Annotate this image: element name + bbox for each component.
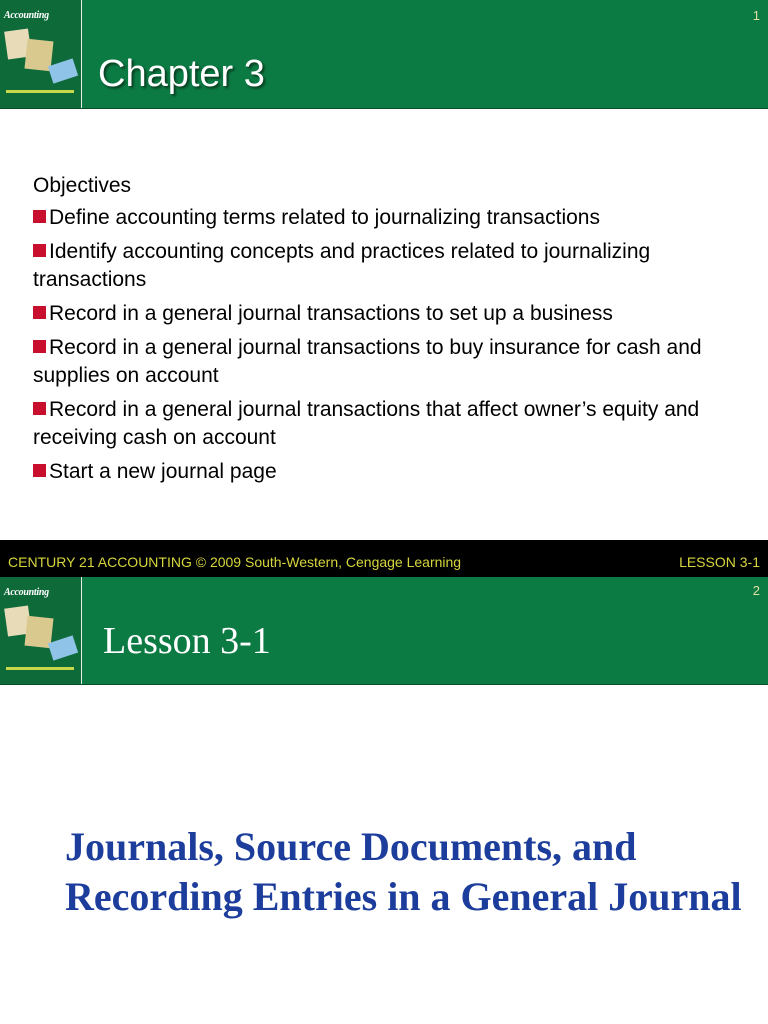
book-cover-thumbnail (0, 577, 82, 684)
thumbnail-title: Accounting (4, 587, 49, 598)
square-bullet-icon (33, 340, 46, 353)
footer-copyright: CENTURY 21 ACCOUNTING © 2009 South-Western, Cengage Learning (8, 554, 462, 570)
objective-item (33, 300, 743, 328)
slide1-header (0, 0, 768, 109)
objective-text: Identify accounting concepts and practices related to journalizing transactions (33, 240, 651, 291)
objective-text: Record in a general journal transactions that affect owner’s equity and receiving cash on account (33, 398, 700, 449)
square-bullet-icon (33, 464, 46, 477)
objective-text: Start a new journal page (49, 460, 277, 483)
calculator-graphic (48, 635, 78, 660)
calculator-graphic (48, 58, 78, 83)
book-cover-thumbnail (0, 0, 82, 108)
objective-item (33, 334, 743, 390)
objective-text: Define accounting terms related to journalizing transactions (49, 206, 600, 229)
square-bullet-icon (33, 306, 46, 319)
objective-item (33, 458, 743, 486)
thumbnail-title: Accounting (4, 10, 49, 21)
accent-line (6, 90, 74, 93)
footer-lesson: LESSON 3-1 (679, 554, 760, 570)
slide-footer (0, 540, 768, 577)
square-bullet-icon (33, 402, 46, 415)
objective-text: Record in a general journal transactions to buy insurance for cash and supplies on account (33, 336, 702, 387)
accent-line (6, 667, 74, 670)
objective-text: Record in a general journal transactions to set up a business (49, 302, 613, 325)
objectives-heading: Objectives (33, 174, 132, 197)
objective-item (33, 238, 743, 294)
square-bullet-icon (33, 210, 46, 223)
chapter-title: Chapter 3 (98, 53, 265, 95)
objective-item (33, 396, 743, 452)
lesson-title: Lesson 3-1 (103, 620, 271, 662)
lesson-description: Journals, Source Documents, and Recording Entries in a General Journal (65, 824, 742, 919)
page-number: 1 (752, 8, 760, 23)
objective-item (33, 204, 743, 232)
slide2-header (0, 577, 768, 685)
square-bullet-icon (33, 244, 46, 257)
page-number: 2 (752, 583, 760, 598)
objectives-list (33, 172, 743, 492)
